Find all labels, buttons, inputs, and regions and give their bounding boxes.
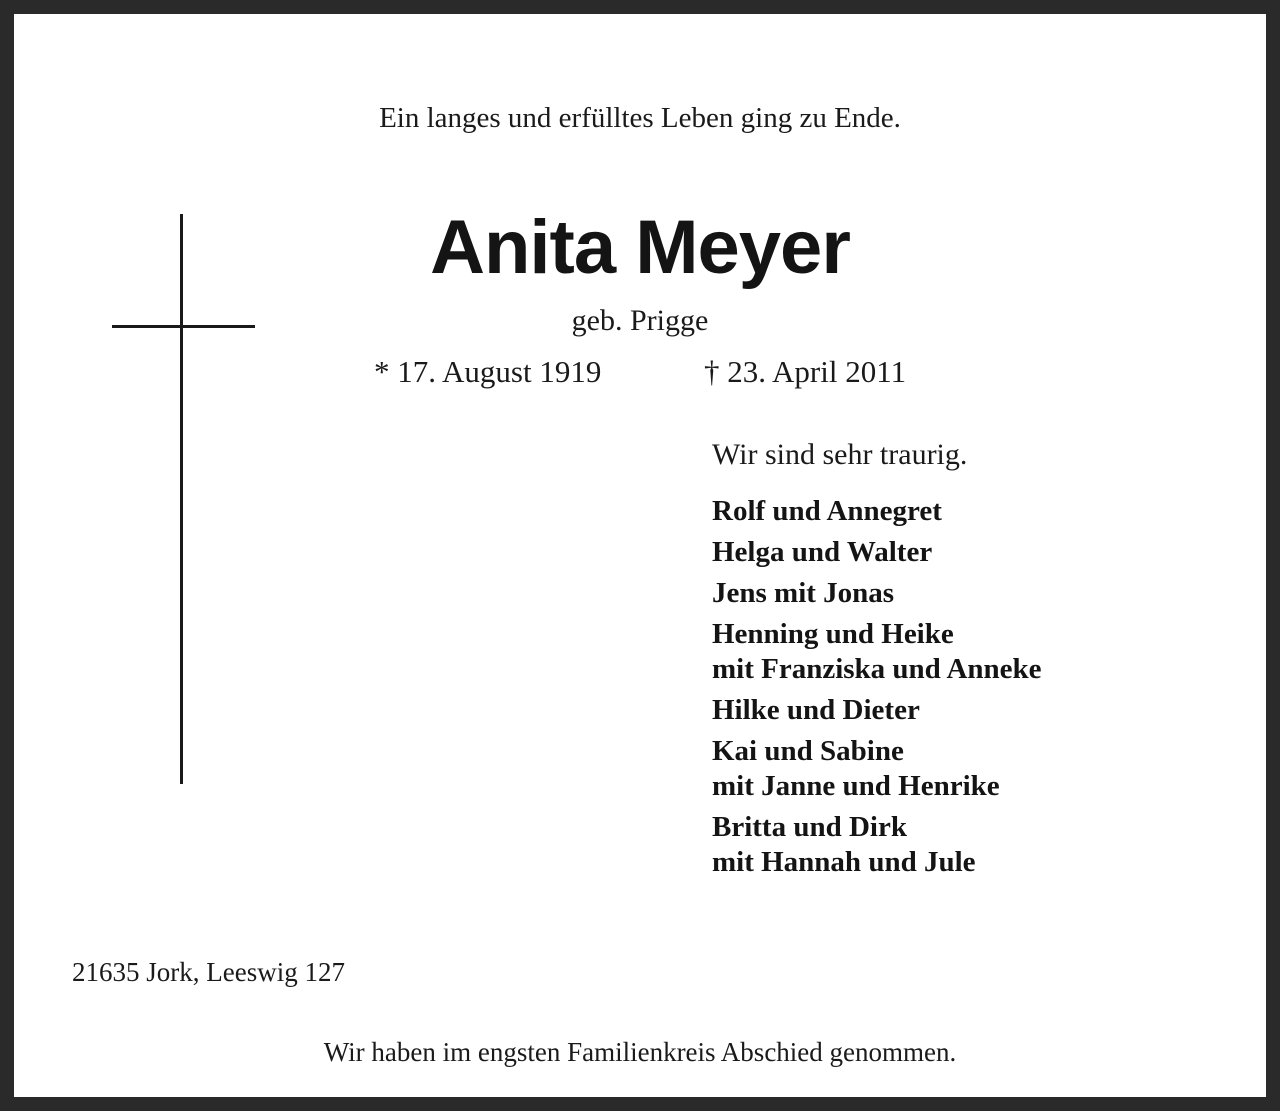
list-item (712, 693, 1042, 728)
mourner-line: Rolf und Annegret (712, 495, 942, 527)
mourner-line-sub: mit Hannah und Jule (712, 846, 976, 878)
deceased-name: Anita Meyer (430, 205, 850, 290)
mourner-line: Henning und Heike (712, 618, 954, 650)
mourners-list (712, 494, 1042, 886)
maiden-name: geb. Prigge (571, 304, 709, 337)
list-item (712, 734, 1042, 804)
mourner-line: Helga und Walter (712, 536, 933, 568)
mourner-line: Hilke und Dieter (712, 694, 920, 726)
mourner-line: Jens mit Jonas (712, 577, 895, 609)
death-date: † 23. April 2011 (704, 354, 907, 389)
address-line: 21635 Jork, Leeswig 127 (72, 957, 345, 987)
mourner-line-sub: mit Janne und Henrike (712, 770, 1000, 802)
list-item (712, 494, 1042, 529)
intro-line: Ein langes und erfülltes Leben ging zu Ende. (379, 102, 901, 134)
birth-date: * 17. August 1919 (374, 354, 602, 389)
list-item (712, 576, 1042, 611)
mourner-line-sub: mit Franziska und Anneke (712, 653, 1042, 685)
list-item (712, 535, 1042, 570)
closing-line: Wir haben im engsten Familienkreis Abschied genommen. (323, 1037, 957, 1067)
mourner-line: Kai und Sabine (712, 735, 904, 767)
sentiment-line: Wir sind sehr traurig. (712, 438, 968, 471)
cross-icon-vertical-bar (180, 214, 183, 784)
list-item (712, 617, 1042, 687)
list-item (712, 810, 1042, 880)
mourner-line: Britta und Dirk (712, 811, 907, 843)
